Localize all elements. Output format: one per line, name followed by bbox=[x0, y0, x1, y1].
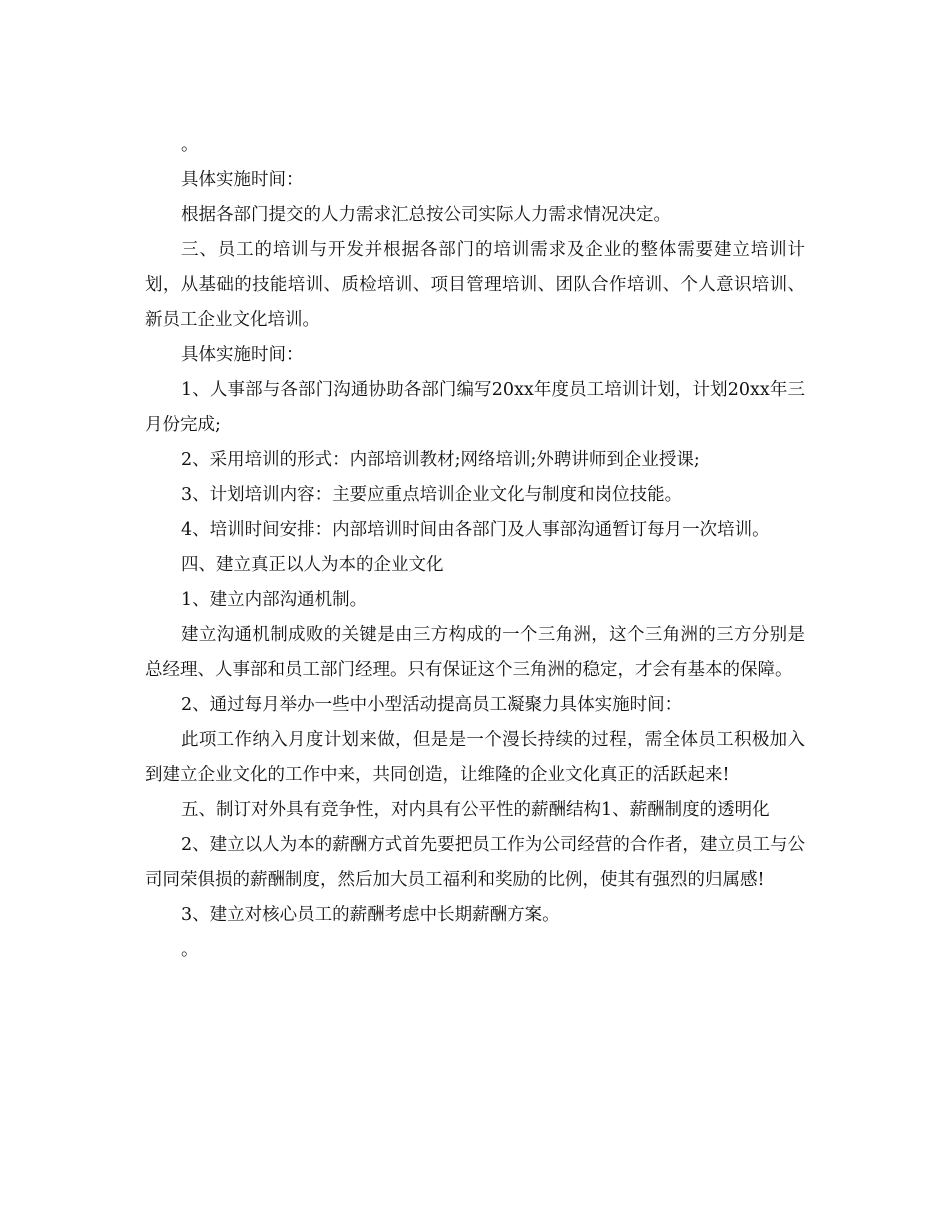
paragraph-12: 建立沟通机制成败的关键是由三方构成的一个三角洲，这个三角洲的三方分别是总经理、人事部和员工部门经理。只有保证这个三角洲的稳定，才会有基本的保障。 bbox=[145, 625, 805, 680]
document-body bbox=[145, 128, 805, 968]
paragraph-2: 具体实施时间： bbox=[181, 170, 304, 190]
paragraph-5: 具体实施时间： bbox=[181, 345, 304, 365]
paragraph-9: 4、培训时间安排：内部培训时间由各部门及人事部沟通暂订每月一次培训。 bbox=[181, 520, 770, 540]
paragraph-15: 五、制订对外具有竞争性，对内具有公平性的薪酬结构1、薪酬制度的透明化 bbox=[181, 800, 770, 820]
paragraph-18: 。 bbox=[181, 940, 199, 960]
paragraph-17: 3、建立对核心员工的薪酬考虑中长期薪酬方案。 bbox=[181, 905, 560, 925]
paragraph-1: 。 bbox=[181, 135, 199, 155]
paragraph-7: 2、采用培训的形式：内部培训教材;网络培训;外聘讲师到企业授课; bbox=[181, 450, 700, 470]
paragraph-11: 1、建立内部沟通机制。 bbox=[181, 590, 368, 610]
paragraph-6: 1、人事部与各部门沟通协助各部门编写20xx年度员工培训计划，计划20xx年三月份完成; bbox=[145, 380, 805, 435]
paragraph-10: 四、建立真正以人为本的企业文化 bbox=[181, 555, 444, 575]
paragraph-16: 2、建立以人为本的薪酬方式首先要把员工作为公司经营的合作者，建立员工与公司同荣俱损的薪酬制度，然后加大员工福利和奖励的比例，使其有强烈的归属感! bbox=[145, 835, 805, 890]
paragraph-4: 三、员工的培训与开发并根据各部门的培训需求及企业的整体需要建立培训计划，从基础的技能培训、质检培训、项目管理培训、团队合作培训、个人意识培训、新员工企业文化培训。 bbox=[145, 240, 805, 330]
paragraph-13: 2、通过每月举办一些中小型活动提高员工凝聚力具体实施时间： bbox=[181, 695, 683, 715]
paragraph-8: 3、计划培训内容：主要应重点培训企业文化与制度和岗位技能。 bbox=[181, 485, 683, 505]
paragraph-3: 根据各部门提交的人力需求汇总按公司实际人力需求情况决定。 bbox=[181, 205, 671, 225]
paragraph-14: 此项工作纳入月度计划来做，但是是一个漫长持续的过程，需全体员工积极加入到建立企业文化的工作中来，共同创造，让维隆的企业文化真正的活跃起来! bbox=[145, 730, 805, 785]
